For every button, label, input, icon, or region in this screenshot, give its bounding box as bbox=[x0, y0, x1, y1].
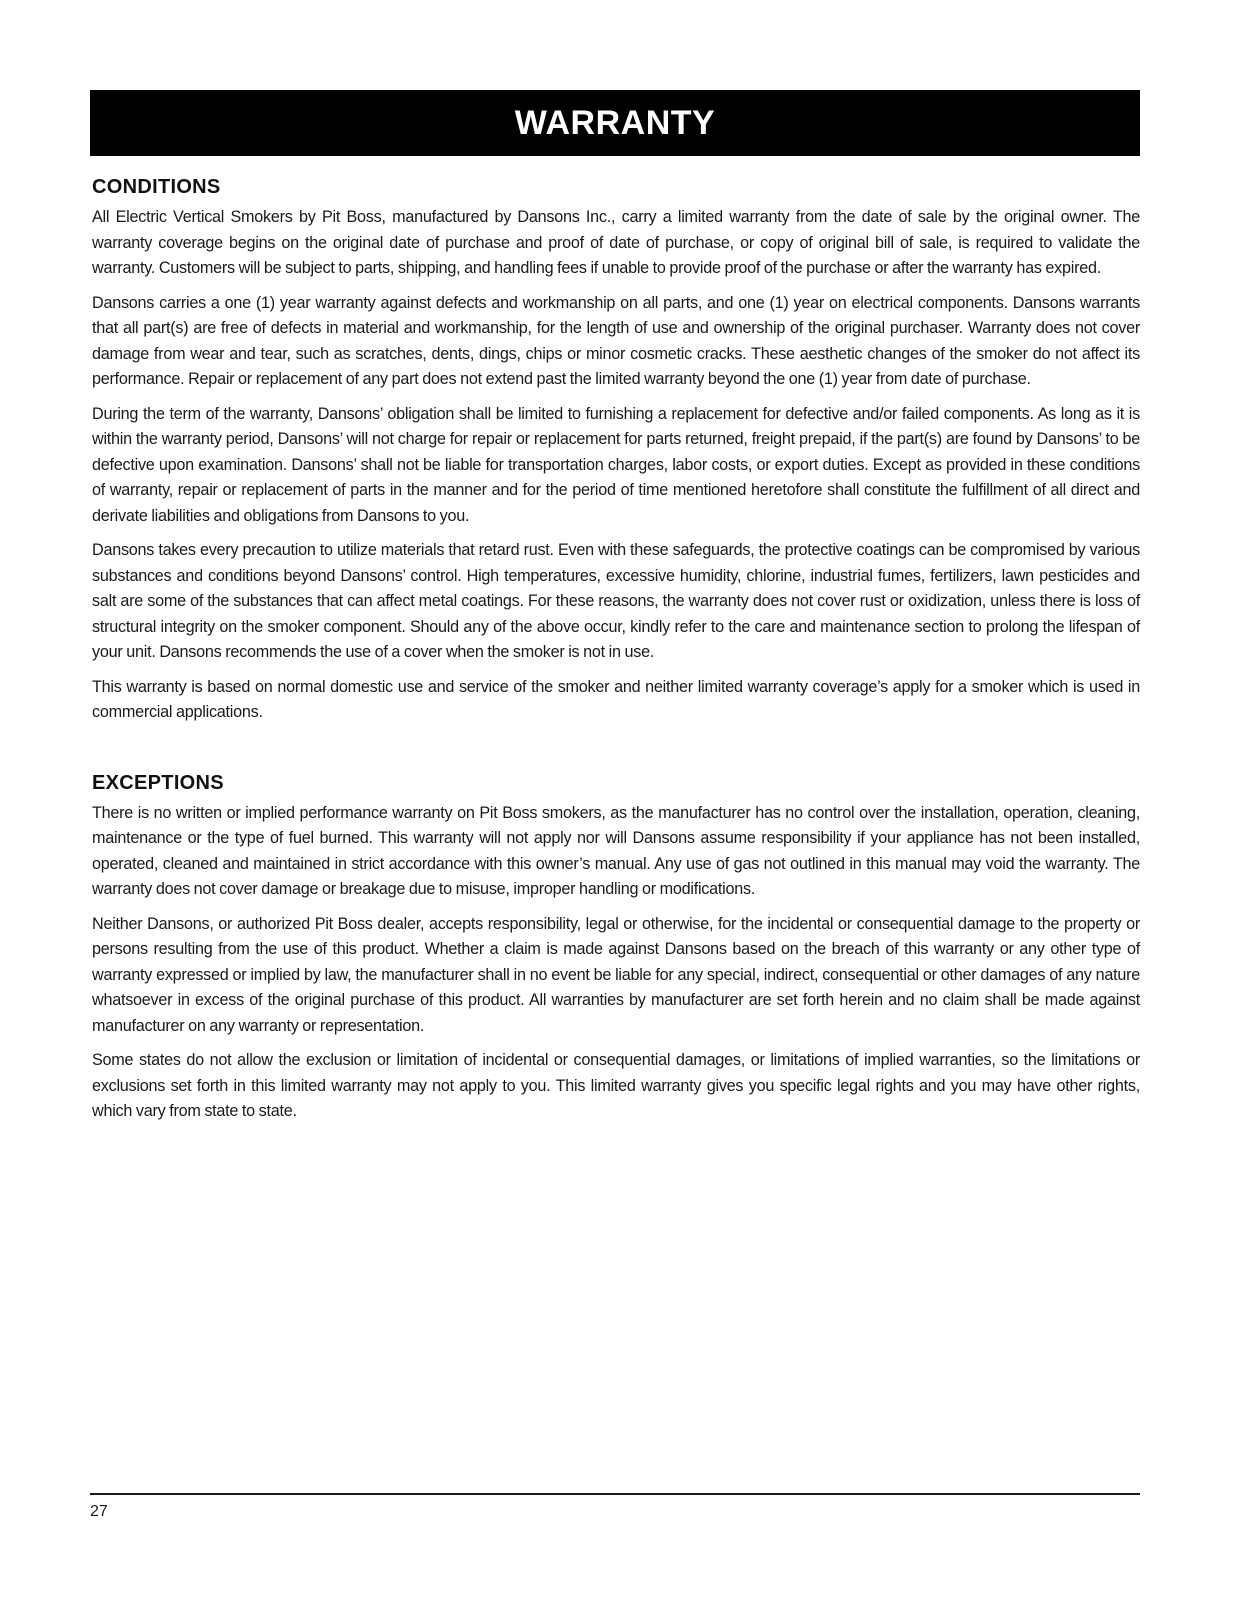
conditions-paragraph: During the term of the warranty, Dansons’ obligation shall be limited to furnishing a replacement for defective and/or failed components. As long as it is within the warranty period, Dansons’ will not charge for repair or replacement for parts returned, freight prepaid, if the part(s) are found by Dansons’ to be defective upon examination. Dansons’ shall not be liable for transportation charges, labor costs, or export duties. Except as provided in these conditions of warranty, repair or replacement of parts in the manner and for the period of time mentioned heretofore shall constitute the fulfillment of all direct and derivate liabilities and obligations from Dansons to you. bbox=[92, 404, 1140, 525]
conditions-paragraph: This warranty is based on normal domestic use and service of the smoker and neither limited warranty coverage’s apply for a smoker which is used in commercial applications. bbox=[92, 677, 1140, 721]
exceptions-paragraph: Neither Dansons, or authorized Pit Boss dealer, accepts responsibility, legal or otherwise, for the incidental or consequential damage to the property or persons resulting from the use of this product. Whether a claim is made against Dansons based on the breach of this warranty or any other type of warranty expressed or implied by law, the manufacturer shall in no event be liable for any special, indirect, consequential or other damages of any nature whatsoever in excess of the original purchase of this product. All warranties by manufacturer are set forth herein and no claim shall be made against manufacturer on any warranty or representation. bbox=[92, 914, 1140, 1035]
document-page bbox=[90, 90, 1140, 1134]
exceptions-paragraph: There is no written or implied performance warranty on Pit Boss smokers, as the manufacturer has no control over the installation, operation, cleaning, maintenance or the type of fuel burned. This warranty will not apply nor will Dansons assume responsibility if your appliance has not been installed, operated, cleaned and maintained in strict accordance with this owner’s manual. Any use of gas not outlined in this manual may void the warranty. The warranty does not cover damage or breakage due to misuse, improper handling or modifications. bbox=[92, 803, 1140, 898]
footer-divider bbox=[90, 1493, 1140, 1495]
conditions-section bbox=[90, 176, 1140, 726]
conditions-paragraph: Dansons takes every precaution to utilize materials that retard rust. Even with these safeguards, the protective coatings can be compromised by various substances and conditions beyond Dansons’ control. High temperatures, excessive humidity, chlorine, industrial fumes, fertilizers, lawn pesticides and salt are some of the substances that can affect metal coatings. For these reasons, the warranty does not cover rust or oxidization, unless there is loss of structural integrity on the smoker component. Should any of the above occur, kindly refer to the care and maintenance section to prolong the lifespan of your unit. Dansons recommends the use of a cover when the smoker is not in use. bbox=[92, 541, 1140, 661]
conditions-paragraph: All Electric Vertical Smokers by Pit Boss, manufactured by Dansons Inc., carry a limited warranty from the date of sale by the original owner. The warranty coverage begins on the original date of purchase and proof of date of purchase, or copy of original bill of sale, is required to validate the warranty. Customers will be subject to parts, shipping, and handling fees if unable to provide proof of the purchase or after the warranty has expired. bbox=[92, 208, 1140, 277]
conditions-heading: CONDITIONS bbox=[92, 176, 221, 198]
title-banner bbox=[90, 90, 1140, 156]
page-footer bbox=[90, 1493, 1140, 1521]
conditions-paragraph: Dansons carries a one (1) year warranty against defects and workmanship on all parts, and one (1) year on electrical components. Dansons warrants that all part(s) are free of defects in material and workmanship, for the length of use and ownership of the original purchaser. Warranty does not cover damage from wear and tear, such as scratches, dents, dings, chips or minor cosmetic cracks. These aesthetic changes of the smoker do not affect its performance. Repair or replacement of any part does not extend past the limited warranty beyond the one (1) year from date of purchase. bbox=[92, 293, 1140, 388]
exceptions-paragraph: Some states do not allow the exclusion or limitation of incidental or consequential damages, or limitations of implied warranties, so the limitations or exclusions set forth in this limited warranty may not apply to you. This limited warranty gives you specific legal rights and you may have other rights, which vary from state to state. bbox=[92, 1051, 1140, 1120]
page-number: 27 bbox=[90, 1503, 108, 1520]
exceptions-heading: EXCEPTIONS bbox=[92, 771, 224, 794]
page-title: WARRANTY bbox=[514, 103, 716, 142]
exceptions-section bbox=[90, 772, 1140, 1125]
